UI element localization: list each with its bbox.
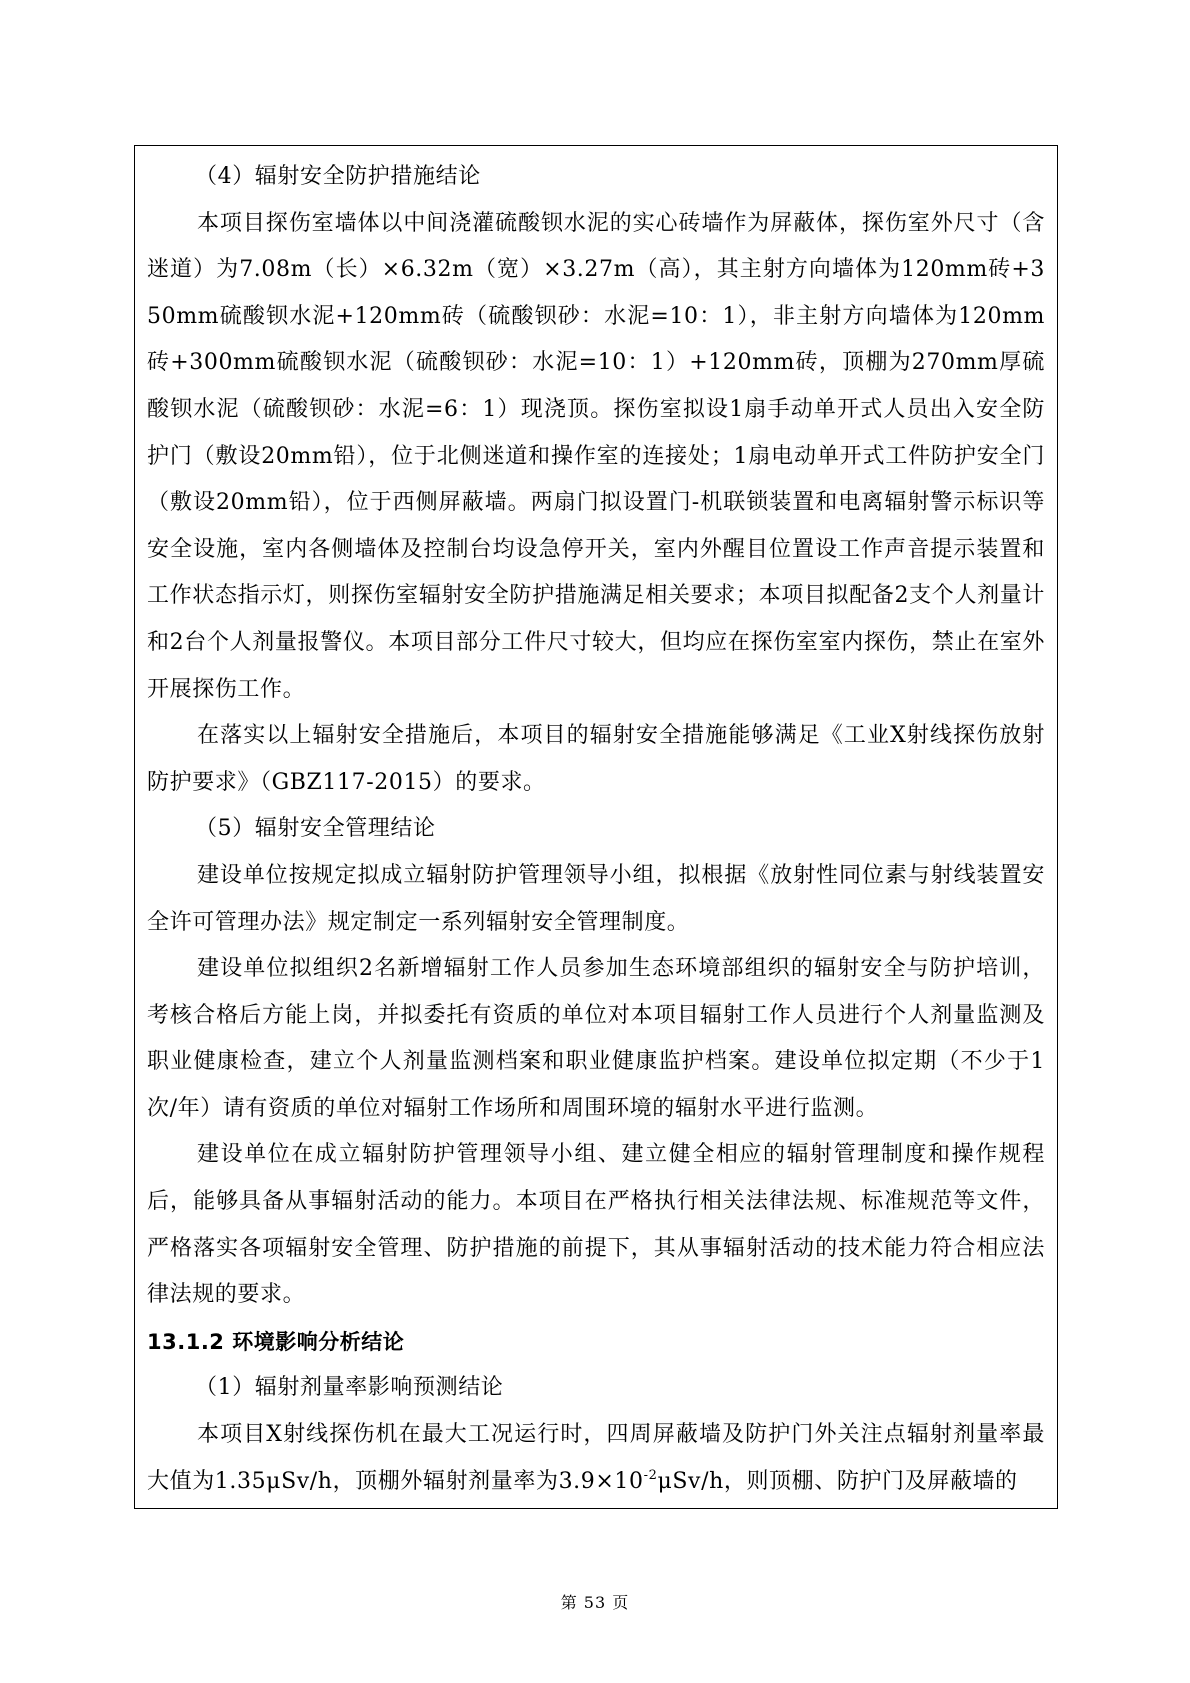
dose-rate-text-continued: μSv/h，则顶棚、防护门及屏蔽墙的 (657, 1468, 1018, 1494)
section-subheading-safety-measures: （4）辐射安全防护措施结论 (195, 164, 481, 189)
paragraph-safety-measures: 本项目探伤室墙体以中间浇灌硫酸钡水泥的实心砖墙作为屏蔽体，探伤室外尺寸（含迷道）为7.08m（长）×6.32m（宽）×3.27m（高），其主射方向墙体为120mm砖+350mm硫酸钡水泥+120mm砖（硫酸钡砂：水泥=10：1），非主射方向墙体为120mm砖+300mm硫酸钡水泥（硫酸钡砂：水泥=10：1）+120mm砖，顶棚为270mm厚硫酸钡水泥（硫酸钡砂：水泥=6：1）现浇顶。探伤室拟设1扇手动单开式人员出入安全防护门（敷设20mm铅），位于北侧迷道和操作室的连接处；1扇电动单开式工件防护安全门（敷设20mm铅），位于西侧屏蔽墙。两扇门拟设置门-机联锁装置和电离辐射警示标识等安全设施，室内各侧墙体及控制台均设急停开关，室内外醒目位置设工作声音提示装置和工作状态指示灯，则探伤室辐射安全防护措施满足相关要求；本项目拟配备2支个人剂量计和2台个人剂量报警仪。本项目部分工件尺寸较大，但均应在探伤室室内探伤，禁止在室外开展探伤工作。 (147, 210, 1045, 702)
paragraph-safety-compliance: 在落实以上辐射安全措施后，本项目的辐射安全措施能够满足《工业X射线探伤放射防护要求》（GBZ117-2015）的要求。 (147, 723, 1045, 795)
section-subheading-dose-rate: （1）辐射剂量率影响预测结论 (195, 1375, 504, 1401)
content-table-frame (134, 145, 1058, 1509)
document-body (147, 154, 1045, 1505)
section-heading-environmental-impact: 13.1.2 环境影响分析结论 (147, 1329, 405, 1354)
dose-rate-exponent: -2 (643, 1467, 658, 1483)
paragraph-staff-training: 建设单位拟组织2名新增辐射工作人员参加生态环境部组织的辐射安全与防护培训，考核合格后方能上岗，并拟委托有资质的单位对本项目辐射工作人员进行个人剂量监测及职业健康检查，建立个人剂量监测档案和职业健康监护档案。建设单位拟定期（不少于1次/年）请有资质的单位对辐射工作场所和周围环境的辐射水平进行监测。 (147, 956, 1045, 1121)
dose-rate-text: 本项目X射线探伤机在最大工况运行时，四周屏蔽墙及防护门外关注点辐射剂量率最大值为1.35μSv/h，顶棚外辐射剂量率为3.9×10 (147, 1422, 1045, 1494)
paragraph-dose-rate-result (147, 1412, 1045, 1505)
paragraph-management-group: 建设单位按规定拟成立辐射防护管理领导小组，拟根据《放射性同位素与射线装置安全许可管理办法》规定制定一系列辐射安全管理制度。 (147, 862, 1045, 935)
page-number: 第 53 页 (560, 1593, 630, 1612)
paragraph-management-capability: 建设单位在成立辐射防护管理领导小组、建立健全相应的辐射管理制度和操作规程后，能够具备从事辐射活动的能力。本项目在严格执行相关法律法规、标准规范等文件，严格落实各项辐射安全管理、防护措施的前提下，其从事辐射活动的技术能力符合相应法律法规的要求。 (147, 1142, 1045, 1308)
section-subheading-safety-management: （5）辐射安全管理结论 (195, 816, 436, 842)
